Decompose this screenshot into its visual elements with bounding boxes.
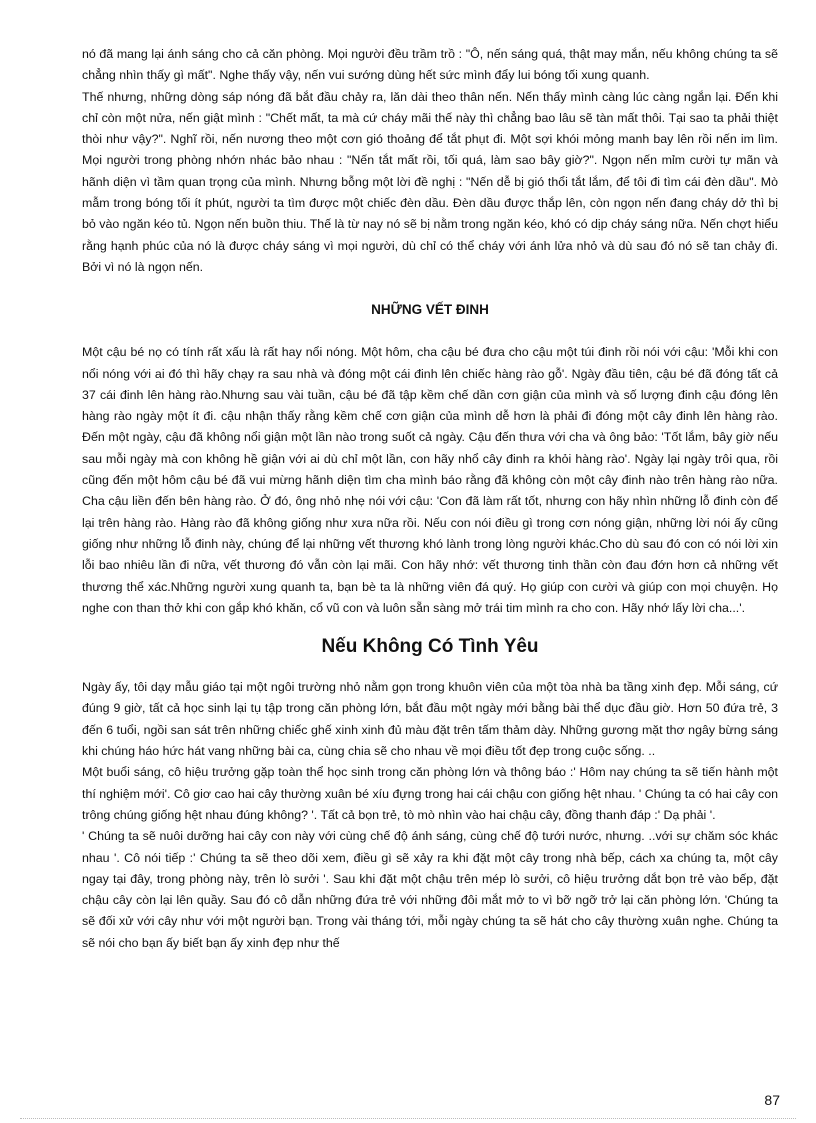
paragraph: Một cậu bé nọ có tính rất xấu là rất hay nổi nóng. Một hôm, cha cậu bé đưa cho cậu một túi đinh rồi nói với cậu: 'Mỗi khi con nổi nóng với ai đó thì hãy chạy ra sau nhà và đóng một cái đinh lên chiếc hàng rào gỗ'. Ngày đầu tiên, cậu bé đã đóng tất cả 37 cái đinh lên hàng rào.Nhưng sau vài tuần, cậu bé đã tập kềm chế dần cơn giận của mình và số lượng đinh cậu đóng lên hàng rào ngày một ít đi. cậu nhận thấy rằng kềm chế cơn giận của mình dễ hơn là phải đi đóng một cây đinh lên hàng rào. Đến một ngày, cậu đã không nổi giận một lần nào trong suốt cả ngày. Cậu đến thưa với cha và ông bảo: 'Tốt lắm, bây giờ nếu sau mỗi ngày mà con không hề giận với ai dù chỉ một lần, con hãy nhổ cây đinh ra khỏi hàng rào'. Ngày lại ngày trôi qua, rồi cũng đến một hôm cậu bé đã vui mừng hãnh diện tìm cha mình báo rằng đã không còn một cây đinh nào trên hàng rào nữa. Cha cậu liền đến bên hàng rào. Ở đó, ông nhỏ nhẹ nói với cậu: 'Con đã làm rất tốt, nhưng con hãy nhìn những lỗ đinh còn để lại trên hàng rào. Hàng rào đã không giống như xưa nữa rồi. Nếu con nói điều gì trong cơn nóng giận, những lời nói ấy cũng giống như những lỗ đinh này, chúng để lại những vết thương khó lành trong lòng người khác.Cho dù sau đó con có nói lời xin lỗi bao nhiêu lần đi nữa, vết thương đó vẫn còn lại mãi. Con hãy nhớ: vết thương tinh thần còn đau đớn hơn cả những vết thương thể xác.Những người xung quanh ta, bạn bè ta là những viên đá quý. Họ giúp con cười và giúp con mọi chuyện. Họ nghe con than thở khi con gắp khó khăn, cổ vũ con và luôn sẵn sàng mở trái tim mình ra cho con. Hãy nhớ lấy lời cha...'. bbox=[82, 345, 778, 615]
section-heading: Nếu Không Có Tình Yêu bbox=[321, 636, 539, 658]
page-content bbox=[82, 44, 778, 954]
paragraph: Ngày ấy, tôi dạy mẫu giáo tại một ngôi trường nhỏ nằm gọn trong khuôn viên của một tòa nhà ba tầng xinh đẹp. Mỗi sáng, cứ đúng 9 giờ, tất cả học sinh lại tụ tập trong căn phòng lớn, bắt đầu một ngày mới bằng bài thể dục đầu giờ. Hơn 50 đứa trẻ, 3 đến 6 tuổi, ngồi san sát trên những chiếc ghế xinh xinh đủ màu đặt trên tấm thảm dày. Những gương mặt thơ ngây bừng sáng khi chúng háo hức hát vang những bài ca, cùng chia sẽ cho nhau về mọi điều tốt đẹp trong cuộc sống. .. bbox=[82, 680, 778, 759]
section-heading: NHỮNG VẾT ĐINH bbox=[371, 302, 489, 318]
paragraph: ' Chúng ta sẽ nuôi dưỡng hai cây con này với cùng chế độ ánh sáng, cùng chế độ tưới nước, nhưng. ..với sự chăm sóc khác nhau '. Cô nói tiếp :' Chúng ta sẽ theo dõi xem, điều gì sẽ xảy ra khi đặt một cây trong nhà bếp, cách xa chúng ta, một cây ngay tại đây, trong phòng này, trên lò sưởi '. Sau khi đặt một chậu trên mép lò sưởi, cô hiệu trưởng dắt bọn trẻ vào bếp, đặt chậu cây còn lại lên quầy. Sau đó cô dẫn những đứa trẻ với những đôi mắt mở to vì bỡ ngỡ trở lại căn phòng lớn. 'Chúng ta sẽ đối xử với cây như với một người bạn. Trong vài tháng tới, mỗi ngày chúng ta sẽ hát cho cây thường xuân nghe. Chúng ta sẽ nói cho bạn ấy biết bạn ấy xinh đẹp như thế bbox=[82, 829, 778, 950]
paragraph: nó đã mang lại ánh sáng cho cả căn phòng. Mọi người đều trầm trồ : "Ô, nến sáng quá, thật may mắn, nếu không chúng ta sẽ chẳng nhìn thấy gì mất". Nghe thấy vậy, nến vui sướng dùng hết sức mình đẩy lui bóng tối xung quanh. bbox=[82, 47, 778, 83]
page-number: 87 bbox=[764, 1092, 780, 1108]
paragraph: Thế nhưng, những dòng sáp nóng đã bắt đầu chảy ra, lăn dài theo thân nến. Nến thấy mình càng lúc càng ngắn lại. Đến khi chỉ còn một nửa, nến giật mình : "Chết mất, ta mà cứ cháy mãi thế này thì chẳng bao lâu sẽ tàn mất thôi. Tại sao ta phải thiệt thòi như vậy?". Nghĩ rồi, nến nương theo một cơn gió thoảng để tắt phụt đi. Một sợi khói mỏng manh bay lên rồi nến im lìm. Mọi người trong phòng nhớn nhác bảo nhau : "Nến tắt mất rồi, tối quá, làm sao bây giờ?". Ngọn nến mỉm cười tự mãn và hãnh diện vì tầm quan trọng của mình. Nhưng bỗng một lời đề nghị : "Nến dễ bị gió thổi tắt lắm, để tôi đi tìm cái đèn dầu". Mò mẫm trong bóng tối ít phút, người ta tìm được một chiếc đèn dầu. Đèn dầu được thắp lên, còn ngọn nến đang cháy dở thì bị bỏ vào ngăn kéo tủ. Ngọn nến buồn thiu. Thế là từ nay nó sẽ bị nằm trong ngăn kéo, khó có dịp cháy sáng nữa. Nến chợt hiểu rằng hạnh phúc của nó là được cháy sáng vì mọi người, dù chỉ có thể cháy với ánh lửa nhỏ và dù sau đó nó sẽ tan chảy đi. Bởi vì nó là ngọn nến. bbox=[82, 89, 778, 274]
footer-divider bbox=[20, 1118, 796, 1119]
paragraph: Một buổi sáng, cô hiệu trưởng gặp toàn thể học sinh trong căn phòng lớn và thông báo :' Hôm nay chúng ta sẽ tiến hành một thí nghiệm mới'. Cô giơ cao hai cây thường xuân bé xíu đựng trong hai cái chậu con giống hệt nhau. ' Chúng ta có hai cây con trông chúng giống hệt nhau đúng không? '. Tất cả bọn trẻ, tò mò nhìn vào hai chậu cây, đồng thanh đáp :' Dạ phải '. bbox=[82, 765, 778, 822]
